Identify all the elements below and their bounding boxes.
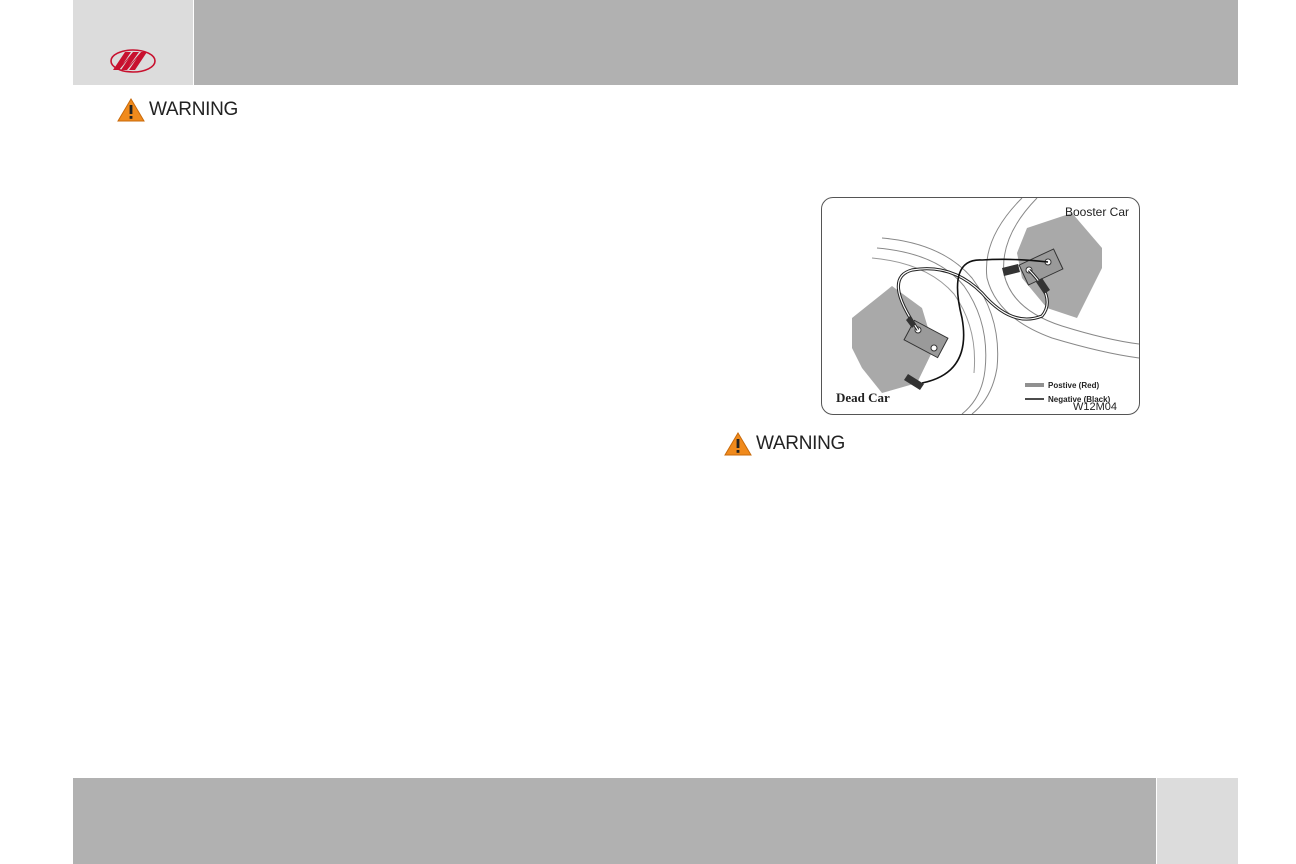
warning-triangle-icon: [724, 432, 752, 456]
header-logo-box: [73, 0, 193, 85]
warning-heading: [117, 98, 238, 122]
footer-bar: [73, 778, 1156, 864]
legend-positive-label: Postive (Red): [1048, 381, 1100, 390]
warning-label: WARNING: [756, 433, 846, 454]
warning-label: WARNING: [149, 99, 239, 120]
warning-triangle-icon: [117, 98, 145, 122]
figure-code: W12M04: [1072, 401, 1117, 413]
mahindra-logo-icon: [109, 48, 157, 74]
footer-page-box: [1157, 778, 1238, 864]
legend-negative-label: Negative (Black): [1048, 395, 1111, 404]
dead-car-label: Dead Car: [836, 390, 890, 405]
header-bar: [194, 0, 1238, 85]
booster-car-label: Booster Car: [1064, 205, 1129, 219]
warning-heading: [724, 432, 845, 456]
jump-start-diagram: [821, 197, 1140, 415]
